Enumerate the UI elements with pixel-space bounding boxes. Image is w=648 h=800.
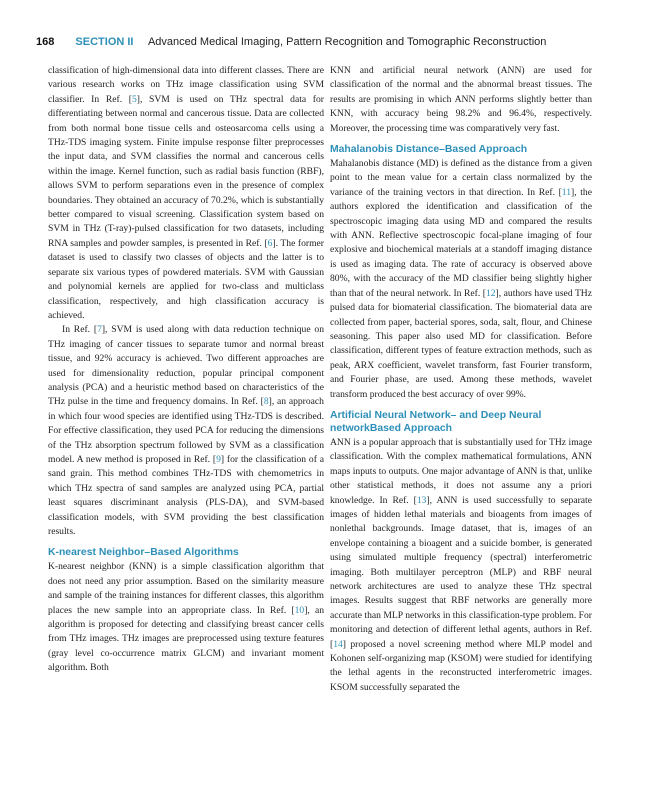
heading-ann: Artificial Neural Network– and Deep Neural networkBased Approach (330, 409, 542, 434)
reference-link[interactable]: 5 (131, 93, 137, 105)
reference-link[interactable]: 8 (263, 396, 269, 408)
paragraph-knn: K-nearest neighbor (KNN) is a simple classification algorithm that does not need any prior assumption. Based on the similarity measure and sample of the training instances for different classes, this algorithm places the new sample into an appropriate class. In Ref. [10], an algorithm is proposed for detecting and classifying breast cancer cells from THz images. THz images are preprocessed using texture features (gray level co-occurrence matrix GLCM) and invariant moment algorithm. Both (48, 561, 324, 674)
paragraph-mahalanobis: Mahalanobis distance (MD) is defined as the distance from a given point to the mean value for a certain class normalized by the variance of the training vectors in that direction. In Ref. [11], the authors explored the identification and classification of the spectroscopic imaging data using MD and compared the results with ANN. Reflective spectroscopic focal-plane imaging of four explosive and biochemical materials at a standoff imaging distance is used as imaging data. The rate of accuracy is observed above 80%, with the accuracy of the MD classifier being slightly higher than that of the neural network. In Ref. [12], authors have used THz pulsed data for biomaterial classification. The biomaterial data are collected from paper, bacterial spores, soda, salt, flour, and Chinese seasoning. This paper also used MD for classification. Before classification, different types of feature extraction methods, such as peak, ARX coefficient, wavelet transform, fast Fourier transform, and Fourier phase, are used. Among these methods, wavelet transform produced the best accuracy of over 99%. (330, 158, 592, 400)
reference-link[interactable]: 13 (416, 494, 427, 506)
paragraph-svm-cancer: In Ref. [7], SVM is used along with data reduction technique on THz imaging of cancer tissues to separate tumor and normal breast tissue, and 92% accuracy is achieved. Two different approaches are used for dimensionality reduction, popular principal component analysis (PCA) and a heuristic method based on characteristics of the THz pulse in the time and frequency domains. In Ref. [8], an approach in which four wood species are identified using THz-TDS is described. For effective classification, they used PCA for reducing the dimensions of the THz absorption spectrum followed by SVM as a classification model. A new method is proposed in Ref. [9] for the classification of a sand grain. This method combines THz-TDS with chemometrics in which THz spectra of sand samples are analyzed using PCA, partial least squares discriminant analysis (PLS-DA), and SVM-based classification models, with SVM providing the best classification results. (48, 324, 325, 537)
reference-link[interactable]: 10 (294, 604, 305, 616)
reference-link[interactable]: 11 (561, 186, 572, 198)
running-title: Advanced Medical Imaging, Pattern Recognition and Tomographic Reconstruction (147, 36, 547, 48)
section-label: SECTION II (75, 36, 134, 48)
reference-link[interactable]: 6 (267, 237, 273, 249)
reference-link[interactable]: 14 (333, 638, 343, 650)
heading-mahalanobis: Mahalanobis Distance–Based Approach (330, 144, 528, 156)
reference-link[interactable]: 7 (97, 324, 102, 336)
paragraph-svm-classification: classification of high-dimensional data into different classes. There are various research works on THz image classification using SVM classifier. In Ref. [5], SVM is used on THz spectral data for differentiating between normal and cancerous tissue. Data are collected from both normal bone tissue cells and osteosarcoma cells using a THz-TDS imaging system. Finite impulse response filter preprocesses the input data, and SVM classifies the normal and cancerous cells within the image. Kernel function, such as radial basis function (RBF), allows SVM to perform separations even in the presence of complex boundaries. They obtained an accuracy of 70.2%, which is substantially better compared to visual screening. Classification system based on SVM in THz (T-ray)-pulsed classification for two datasets, including RNA samples and powder samples, is presented in Ref. [6]. The former dataset is used to classify two classes of objects and the latter is to separate six various types of powdered materials. SVM with Gaussian and polynomial kernels are applied for two-class and multiclass classification, respectively, and high classification accuracy is achieved. (48, 65, 325, 321)
paragraph-ann: ANN is a popular approach that is substantially used for THz image classification. With the complex mathematical formulations, ANN maps inputs to outputs. One major advantage of ANN is that, unlike other statistical methods, it does not assume any a priori knowledge. In Ref. [13], ANN is used successfully to separate images of hidden lethal materials and bioagents from images of nonlethal backgrounds. Image dataset, that is, images of an envelope containing a bioagent and a suicide bomber, is generated using simulated multiple frequency (spectral) interferometric imaging. Both multilayer perceptron (MLP) and RBF neural network architectures are used to analyze these THz spectral images. Results suggest that RBF networks are generally more accurate than MLP networks in this classification-type problem. For monitoring and detection of different lethal agents, authors in Ref. [14] proposed a novel screening method where MLP model and Kohonen self-organizing map (KSOM) were studied for identifying the lethal agents in the reconstructed interferometric images. KSOM successfully separated the (330, 436, 592, 693)
reference-link[interactable]: 12 (485, 287, 496, 299)
page-number: 168 (36, 36, 55, 48)
paragraph-knn-ann: KNN and artificial neural network (ANN) are used for classification of the normal and the abnormal breast tissues. The results are promising in which ANN performs slightly better than KNN, with accuracy being 98.2% and 96.4%, respectively. Moreover, the processing time was comparatively very fast. (330, 65, 592, 134)
reference-link[interactable]: 9 (216, 453, 221, 465)
heading-knn: K-nearest Neighbor–Based Algorithms (48, 547, 239, 559)
right-column (330, 64, 592, 695)
left-column (48, 64, 324, 676)
page-header (36, 34, 612, 50)
